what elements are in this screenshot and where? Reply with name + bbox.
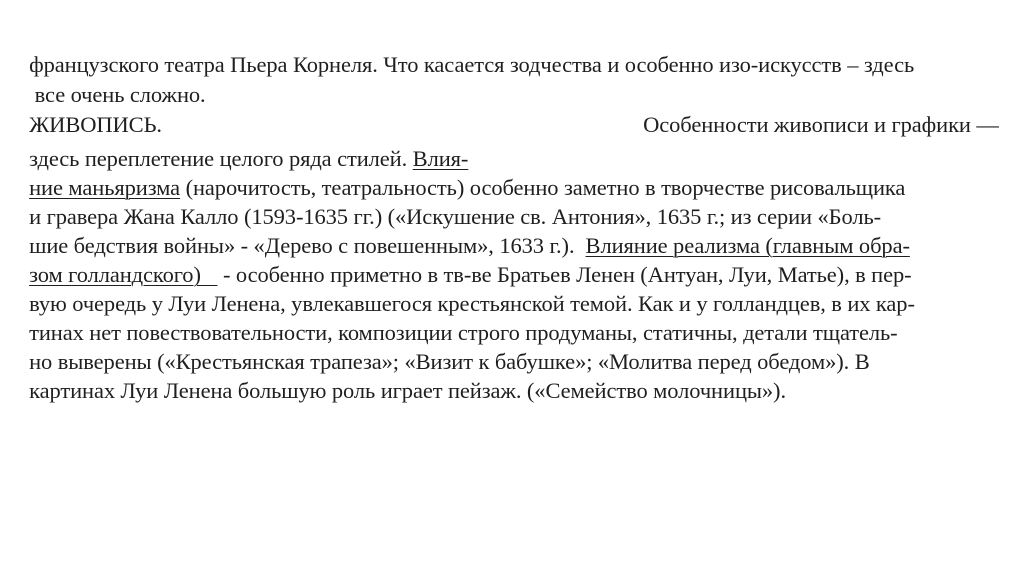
intro-text: французского театра Пьера Корнеля. Что касается зодчества и особенно изо-искусств – здесь [29, 52, 915, 77]
underlined-term: Влия- [412, 146, 469, 171]
body-text: вую очередь у Луи Ленена, увлекавшегося крестьянской темой. Как и у голландцев, в их кар- [29, 291, 915, 316]
body-text: но выверены («Крестьянская трапеза»; «Визит к бабушке»; «Молитва перед обедом»). В [29, 349, 870, 374]
section-heading: ЖИВОПИСЬ. [29, 112, 162, 137]
body-text: (нарочитость, театральность) особенно заметно в творчестве рисовальщика [180, 175, 906, 200]
subheading: Особенности живописи и графики — [643, 112, 999, 137]
body-text: шие бедствия войны» - «Дерево с повешенным», 1633 г.). [29, 233, 586, 258]
underlined-term: Влияние реализма (главным обра- [585, 233, 910, 258]
body-text: и гравера Жана Калло (1593-1635 гг.) («Искушение св. Антония», 1635 г.; из серии «Боль- [29, 204, 882, 229]
underlined-term: ние маньяризма [29, 175, 181, 200]
text-line [7, 347, 786, 434]
body-text: здесь переплетение целого ряда стилей. [29, 146, 413, 171]
body-text: тинах нет повествовательности, композиции строго продуманы, статичны, детали тщатель- [29, 320, 898, 345]
body-text: - особенно приметно в тв-ве Братьев Ленен (Антуан, Луи, Матье), в пер- [217, 262, 912, 287]
body-text: картинах Луи Ленена большую роль играет пейзаж. («Семейство молочницы»). [29, 378, 786, 403]
intro-text: все очень сложно. [29, 82, 206, 107]
underlined-term: зом голландского) [29, 262, 218, 287]
